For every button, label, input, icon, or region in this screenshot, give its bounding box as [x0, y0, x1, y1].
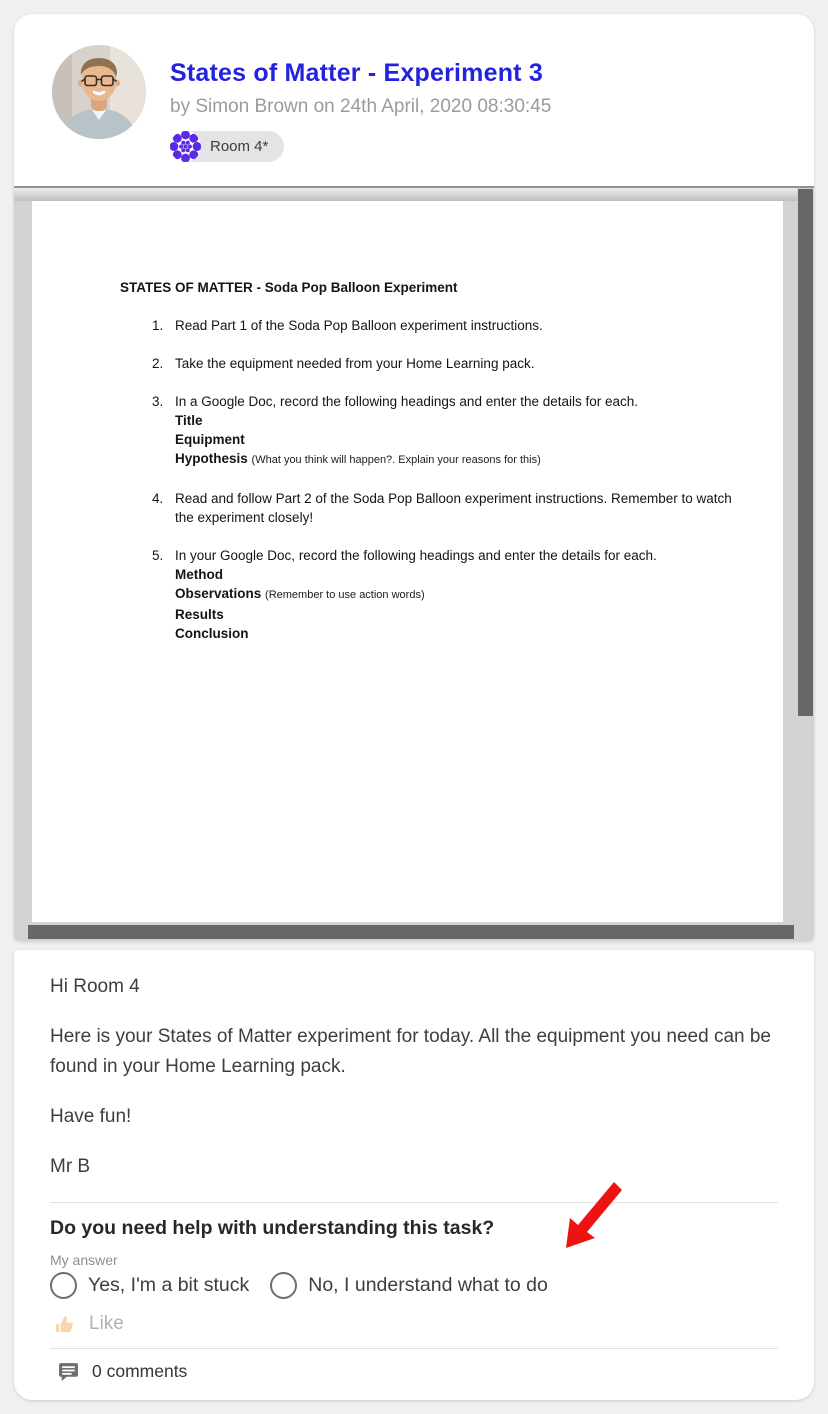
- avatar: [52, 45, 146, 139]
- thumbs-up-icon: [54, 1313, 76, 1335]
- comment-bubble-icon: [58, 1361, 79, 1382]
- poll-option-no[interactable]: [270, 1272, 548, 1299]
- document-instructions: [120, 316, 733, 643]
- radio-button-icon[interactable]: [270, 1272, 297, 1299]
- doc-heading-bold: Hypothesis: [175, 451, 248, 466]
- poll-option-label: Yes, I'm a bit stuck: [88, 1274, 250, 1296]
- doc-step-3: [167, 392, 733, 470]
- like-button[interactable]: [50, 1313, 778, 1335]
- doc-heading: Results: [175, 607, 224, 622]
- teacher-photo-icon: [52, 45, 146, 139]
- vertical-scrollbar[interactable]: [798, 189, 813, 716]
- like-label: Like: [89, 1313, 124, 1334]
- doc-heading: [175, 449, 733, 470]
- message-card: [14, 950, 814, 1400]
- comments-count: 0 comments: [92, 1361, 188, 1381]
- doc-heading: Equipment: [175, 432, 245, 447]
- doc-step-text: In your Google Doc, record the following headings and enter the details for each.: [175, 548, 657, 563]
- header-info: [170, 45, 551, 186]
- doc-heading-note: (What you think will happen?. Explain your reasons for this): [251, 454, 541, 466]
- doc-heading: Method: [175, 567, 223, 582]
- room-mandala-icon: [170, 131, 201, 162]
- message-body: Here is your States of Matter experiment for today. All the equipment you need can be found in your Home Learning pack.: [50, 1026, 771, 1077]
- post-card: [14, 14, 814, 941]
- room-chip-label: Room 4*: [210, 138, 269, 155]
- room-chip[interactable]: [170, 131, 284, 162]
- message-signature: Mr B: [50, 1156, 91, 1177]
- horizontal-scrollbar[interactable]: [28, 925, 794, 939]
- comments-button[interactable]: [50, 1361, 778, 1382]
- poll-question: Do you need help with understanding this task?: [50, 1217, 495, 1239]
- doc-step-5: [167, 546, 733, 643]
- poll-option-label: No, I understand what to do: [308, 1274, 548, 1296]
- section-divider: [50, 1202, 778, 1203]
- poll-options: [50, 1272, 778, 1299]
- doc-heading-bold: Observations: [175, 586, 262, 601]
- doc-heading-note: (Remember to use action words): [265, 589, 425, 601]
- doc-heading: Title: [175, 413, 203, 428]
- doc-step-text: Read and follow Part 2 of the Soda Pop Balloon experiment instructions. Remember to watch the experiment closely!: [175, 491, 732, 525]
- footer-divider: [50, 1348, 778, 1349]
- doc-heading: Conclusion: [175, 626, 249, 641]
- document-title: STATES OF MATTER - Soda Pop Balloon Experiment: [120, 280, 458, 295]
- post-header: [14, 14, 814, 186]
- radio-button-icon[interactable]: [50, 1272, 77, 1299]
- document-content: [32, 201, 783, 643]
- doc-heading: [175, 584, 733, 605]
- doc-step-1: [167, 316, 733, 335]
- message-greeting: Hi Room 4: [50, 976, 140, 997]
- doc-step-2: [167, 354, 733, 373]
- doc-step-text: Take the equipment needed from your Home Learning pack.: [175, 356, 535, 371]
- my-answer-label: My answer: [50, 1252, 118, 1268]
- doc-step-text: In a Google Doc, record the following headings and enter the details for each.: [175, 394, 639, 409]
- post-title[interactable]: States of Matter - Experiment 3: [170, 59, 543, 87]
- viewer-top-strip: [14, 188, 797, 201]
- document-page: [32, 201, 783, 922]
- poll-option-yes[interactable]: [50, 1272, 249, 1299]
- doc-step-4: [167, 489, 733, 527]
- document-viewer[interactable]: [14, 186, 814, 941]
- message-signoff: Have fun!: [50, 1106, 132, 1127]
- post-byline: by Simon Brown on 24th April, 2020 08:30:45: [170, 96, 552, 117]
- doc-step-text: Read Part 1 of the Soda Pop Balloon experiment instructions.: [175, 318, 543, 333]
